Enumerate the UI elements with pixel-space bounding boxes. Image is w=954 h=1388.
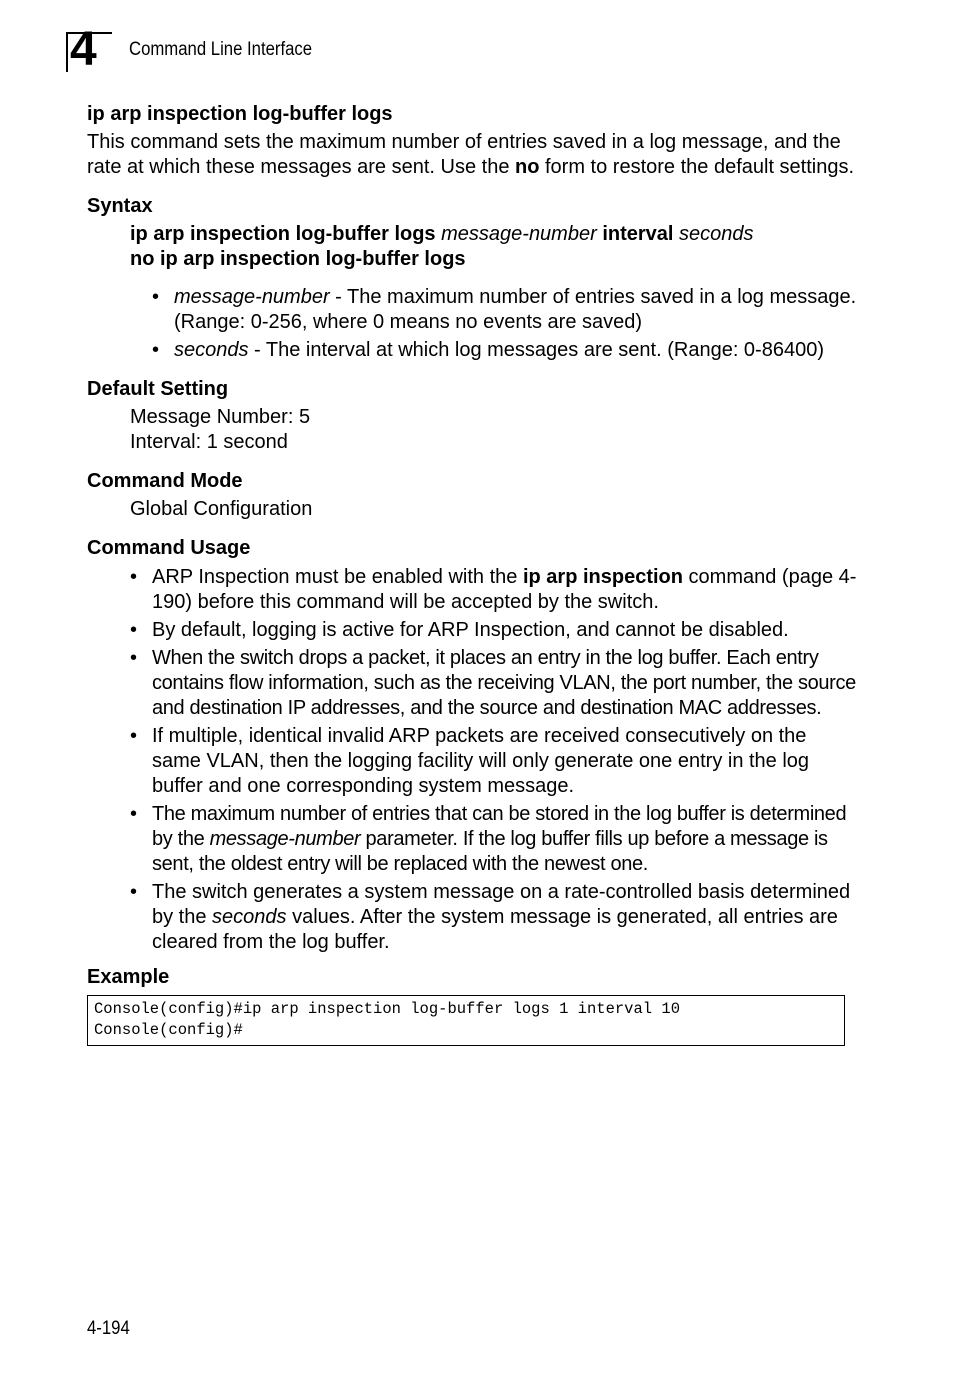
code-line: Console(config)#ip arp inspection log-buffer logs 1 interval 10 (94, 1000, 680, 1018)
param-item: • message-number - The maximum number of entries saved in a log message. (Range: 0-256, where 0 means no events are saved) (152, 286, 857, 333)
usage-item: • By default, logging is active for ARP Inspection, and cannot be disabled. (130, 619, 789, 641)
bullet-icon: • (130, 647, 137, 669)
page-number: 4-194 (87, 1318, 130, 1339)
command-usage-heading: Command Usage (87, 537, 251, 559)
usage-item: • ARP Inspection must be enabled with the ip arp inspection command (page 4-190) before this command will be accepted by the switch. (130, 566, 857, 613)
command-usage-list (130, 565, 857, 955)
command-title: ip arp inspection log-buffer logs (87, 103, 393, 125)
usage-item: • When the switch drops a packet, it places an entry in the log buffer. Each entry contains flow information, such as the receiving VLAN, the port number, the source and destination IP addresses, and the source and destination MAC addresses. (130, 647, 856, 719)
example-heading: Example (87, 966, 170, 988)
example-code-block (87, 995, 845, 1046)
code-line: Console(config)# (94, 1020, 243, 1039)
bullet-icon: • (130, 619, 138, 641)
bullet-icon: • (130, 803, 137, 825)
param-item: • seconds - The interval at which log messages are sent. (Range: 0-86400) (152, 339, 824, 361)
bullet-icon: • (130, 881, 138, 903)
usage-item: • The maximum number of entries that can be stored in the log buffer is determined by the message-number parameter. If the log buffer fills up before a message is sent, the oldest entry will be replaced with the newest one. (130, 803, 847, 875)
syntax-heading: Syntax (87, 195, 153, 217)
usage-item: • The switch generates a system message on a rate-controlled basis determined by the seconds values. After the system message is generated, all entries are cleared from the log buffer. (130, 881, 851, 953)
page-content (87, 102, 857, 1046)
default-setting-heading: Default Setting (87, 378, 229, 400)
syntax-params (152, 285, 857, 363)
command-mode-value: Global Configuration (130, 498, 313, 520)
chapter-number: 4 (70, 23, 97, 76)
default-setting-values: Message Number: 5 Interval: 1 second (130, 406, 311, 453)
usage-item: • If multiple, identical invalid ARP packets are received consecutively on the same VLAN, then the logging facility will only generate one entry in the log buffer and one corresponding system message. (130, 725, 810, 797)
bullet-icon: • (130, 725, 138, 747)
command-mode-heading: Command Mode (87, 470, 243, 492)
syntax-line-2: no ip arp inspection log-buffer logs (130, 248, 466, 270)
command-description: This command sets the maximum number of entries saved in a log message, and the rate at which these messages are sent. Use the no form to restore the default settings. (87, 131, 855, 178)
syntax-line-1: ip arp inspection log-buffer logs message-number interval seconds (130, 223, 754, 245)
running-header: Command Line Interface (129, 39, 313, 60)
bullet-icon: • (152, 339, 160, 361)
bullet-icon: • (130, 566, 138, 588)
bullet-icon: • (152, 286, 160, 308)
